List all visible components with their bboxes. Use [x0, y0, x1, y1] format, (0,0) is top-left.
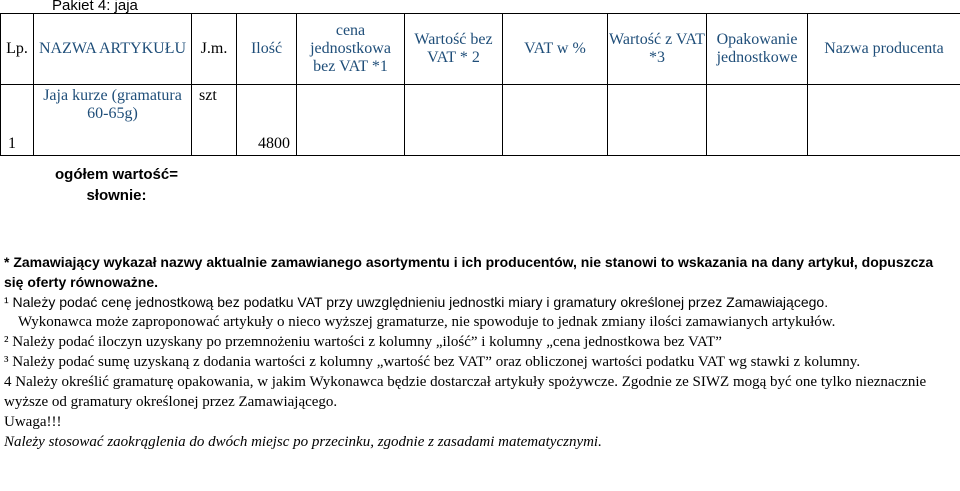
- totals-block: [55, 164, 178, 206]
- row-value-gross[interactable]: [608, 85, 707, 156]
- header-lp: Lp.: [1, 14, 34, 85]
- note-warning: Uwaga!!!: [4, 414, 62, 430]
- package-title: Pakiet 4: jaja: [52, 0, 138, 14]
- row-unit-price[interactable]: [297, 85, 405, 156]
- row-qty: 4800: [237, 85, 297, 156]
- row-name: Jaja kurze (gramatura 60-65g): [34, 85, 192, 156]
- row-vat[interactable]: [503, 85, 608, 156]
- row-producer[interactable]: [808, 85, 960, 156]
- amount-in-words-label: słownie:: [86, 187, 147, 204]
- note-packaging: 4 Należy określić gramaturę opakowania, w jakim Wykonawca będzie dostarczał artykuły spożywcze. Zgodnie ze SIWZ mogą być one tylko nieznacznie wyższe od gramatury określonej przez Zamawiającego.: [4, 374, 927, 410]
- header-qty: Ilość: [237, 14, 297, 85]
- table-row: [1, 85, 960, 156]
- header-value-net: Wartość bez VAT * 2: [405, 14, 503, 85]
- note-producers: * Zamawiający wykazał nazwy aktualnie zamawianego asortymentu i ich producentów, nie stanowi to wskazania na dany artykuł, dopuszcza się oferty równoważne.: [4, 254, 934, 290]
- row-unit: szt: [192, 85, 237, 156]
- header-producer: Nazwa producenta: [808, 14, 960, 85]
- header-packaging: Opakowanie jednostkowe: [707, 14, 808, 85]
- note-value-gross: ³ Należy podać sumę uzyskaną z dodania wartości z kolumny „wartość bez VAT” oraz obliczonej wartości podatku VAT wg stawki z kolumny.: [4, 354, 861, 370]
- header-vat: VAT w %: [503, 14, 608, 85]
- table-header-row: [1, 14, 960, 85]
- header-unit: J.m.: [192, 14, 237, 85]
- note-value-net: ² Należy podać iloczyn uzyskany po przemnożeniu wartości z kolumny „ilość” i kolumny „cena jednostkowa bez VAT”: [4, 334, 722, 350]
- row-packaging[interactable]: [707, 85, 808, 156]
- row-value-net[interactable]: [405, 85, 503, 156]
- footnotes: [4, 252, 956, 452]
- offer-table: [0, 13, 960, 156]
- header-value-gross: Wartość z VAT *3: [608, 14, 707, 85]
- row-lp: 1: [1, 85, 34, 156]
- note-rounding: Należy stosować zaokrąglenia do dwóch miejsc po przecinku, zgodnie z zasadami matematycznymi.: [4, 434, 602, 450]
- note-unit-price: ¹ Należy podać cenę jednostkową bez podatku VAT przy uwzględnieniu jednostki miary i gramatury określonej przez Zamawiającego.: [4, 294, 829, 310]
- note-gramature: Wykonawca może zaproponować artykuły o nieco wyższej gramaturze, nie spowoduje to jednak zmiany ilości zamawianych artykułów.: [18, 314, 836, 330]
- header-name: NAZWA ARTYKUŁU: [34, 14, 192, 85]
- total-value-label: ogółem wartość=: [55, 166, 178, 183]
- header-unit-price: cena jednostkowa bez VAT *1: [297, 14, 405, 85]
